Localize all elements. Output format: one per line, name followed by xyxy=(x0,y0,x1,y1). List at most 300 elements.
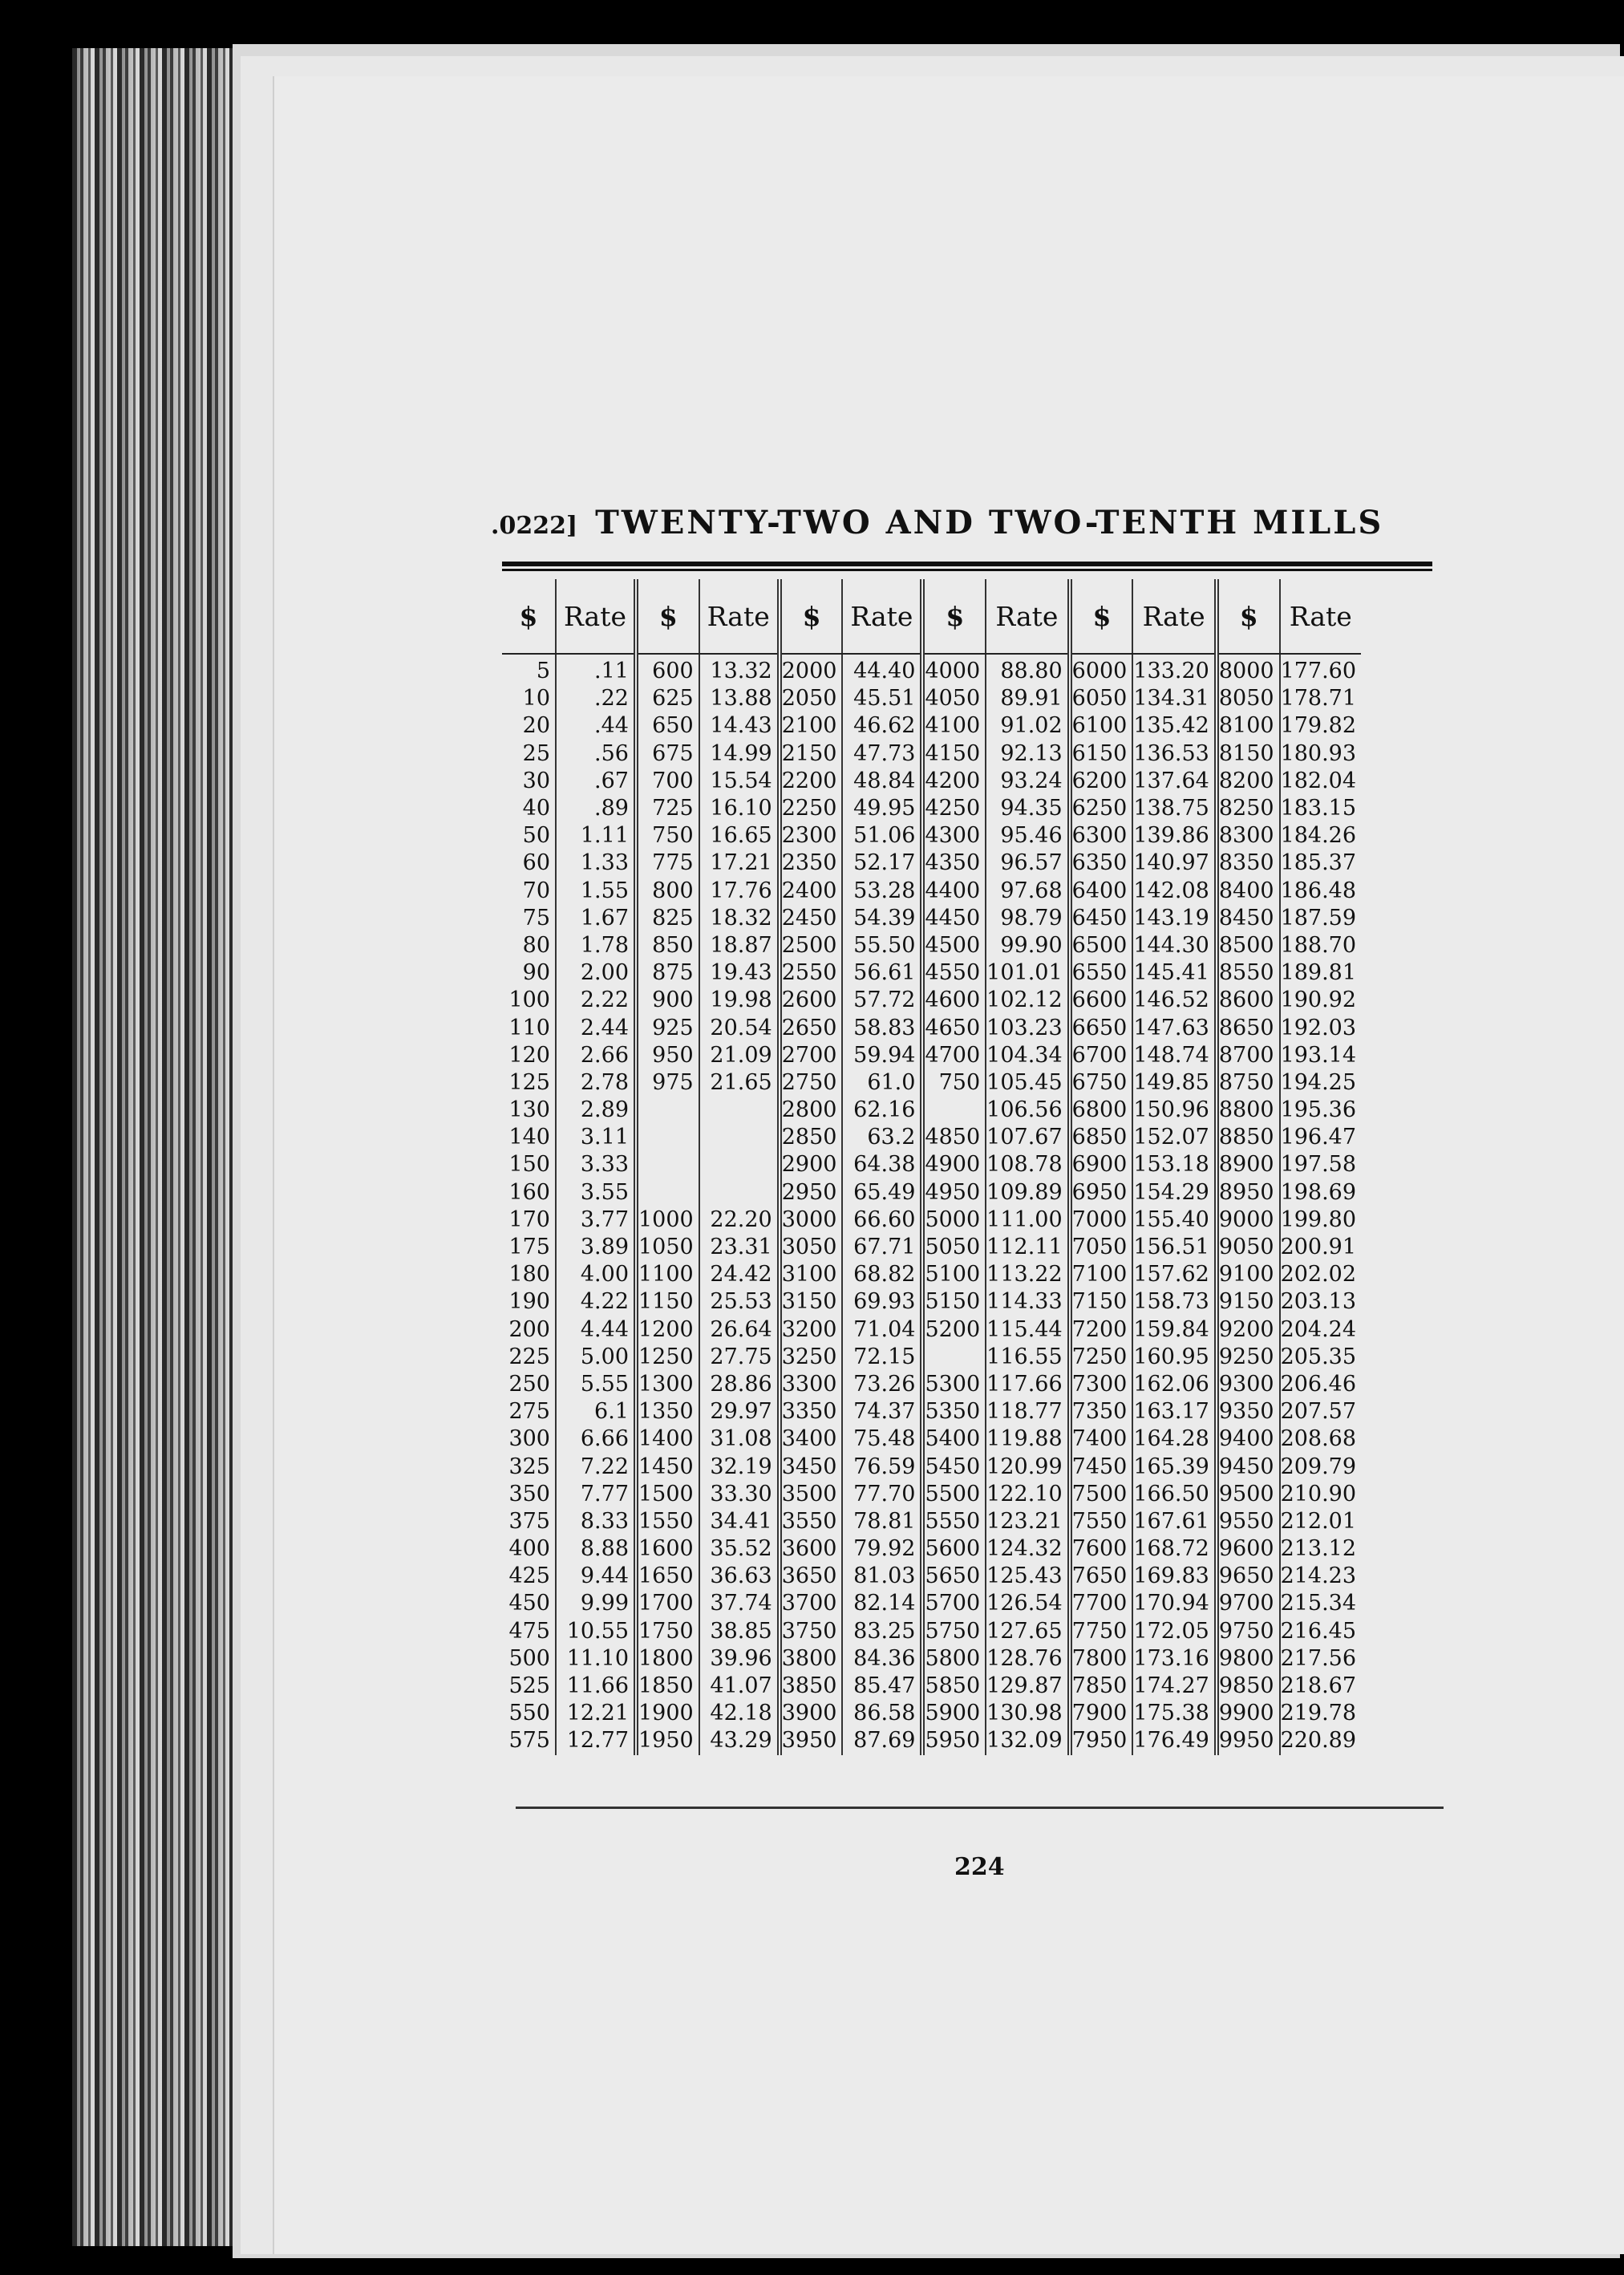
rate-cell: 75.48 xyxy=(842,1425,922,1453)
rate-cell: 44.40 xyxy=(842,654,922,685)
amount-cell: 5600 xyxy=(922,1535,986,1563)
amount-cell: 6450 xyxy=(1070,905,1133,932)
table-row xyxy=(502,740,1361,768)
rate-cell: 180.93 xyxy=(1280,740,1357,766)
amount-cell: 3650 xyxy=(780,1563,843,1590)
amount-cell: 9450 xyxy=(1217,1453,1280,1480)
rate-cell: 153.18 xyxy=(1132,1151,1216,1178)
rate-cell: 37.74 xyxy=(699,1590,780,1617)
amount-cell: 2900 xyxy=(780,1151,843,1178)
rate-cell: 219.78 xyxy=(1280,1701,1357,1726)
amount-cell: 6950 xyxy=(1070,1179,1133,1206)
amount-cell: 1850 xyxy=(636,1673,699,1700)
rate-cell: .11 xyxy=(556,654,636,685)
amount-cell: 5500 xyxy=(922,1481,986,1508)
amount-cell xyxy=(922,1344,986,1371)
amount-cell: 625 xyxy=(636,685,699,712)
rate-cell: 112.11 xyxy=(986,1234,1069,1261)
amount-cell: 1950 xyxy=(636,1727,699,1754)
rate-cell: 179.82 xyxy=(1280,713,1357,739)
table-row xyxy=(502,1069,1361,1097)
rate-cell: 23.31 xyxy=(699,1234,780,1261)
amount-cell: 8750 xyxy=(1217,1069,1280,1097)
amount-cell: 7800 xyxy=(1070,1645,1133,1673)
amount-cell: 5650 xyxy=(922,1563,986,1590)
rate-cell: 166.50 xyxy=(1132,1481,1216,1508)
amount-cell: 3350 xyxy=(780,1398,843,1425)
amount-cell: 7100 xyxy=(1070,1261,1133,1288)
rate-cell: 3.77 xyxy=(556,1206,636,1234)
rate-cell: 150.96 xyxy=(1132,1097,1216,1124)
amount-cell: 6350 xyxy=(1070,850,1133,877)
table-row xyxy=(502,932,1361,959)
rate-cell: 136.53 xyxy=(1132,740,1216,768)
amount-cell: 225 xyxy=(502,1344,556,1371)
rate-cell: 202.02 xyxy=(1280,1262,1357,1288)
rate-cell: 3.55 xyxy=(556,1179,636,1206)
rate-cell: 220.89 xyxy=(1280,1728,1357,1754)
column-header: $ xyxy=(780,579,843,654)
amount-cell: 40 xyxy=(502,795,556,822)
amount-cell: 3050 xyxy=(780,1234,843,1261)
rate-cell: 13.32 xyxy=(699,654,780,685)
amount-cell: 9250 xyxy=(1217,1344,1280,1371)
table-row xyxy=(502,850,1361,877)
rate-cell: 173.16 xyxy=(1132,1645,1216,1673)
rate-cell: 205.35 xyxy=(1280,1344,1357,1369)
amount-cell: 450 xyxy=(502,1590,556,1617)
rate-cell: 79.92 xyxy=(842,1535,922,1563)
amount-cell xyxy=(636,1124,699,1151)
rate-cell: 4.22 xyxy=(556,1288,636,1316)
rate-cell: 115.44 xyxy=(986,1316,1069,1344)
amount-cell: 5700 xyxy=(922,1590,986,1617)
rate-cell: 163.17 xyxy=(1132,1398,1216,1425)
amount-cell: 1500 xyxy=(636,1481,699,1508)
rate-cell: 52.17 xyxy=(842,850,922,877)
rate-cell: 104.34 xyxy=(986,1042,1069,1069)
amount-cell: 150 xyxy=(502,1151,556,1178)
amount-cell: 7950 xyxy=(1070,1727,1133,1754)
amount-cell: 7050 xyxy=(1070,1234,1133,1261)
amount-cell: 550 xyxy=(502,1700,556,1727)
amount-cell xyxy=(922,1097,986,1124)
amount-cell: 2350 xyxy=(780,850,843,877)
rate-cell: 5.00 xyxy=(556,1344,636,1371)
amount-cell: 4650 xyxy=(922,1014,986,1041)
rate-cell: 3.89 xyxy=(556,1234,636,1261)
amount-cell: 4850 xyxy=(922,1124,986,1151)
amount-cell: 3000 xyxy=(780,1206,843,1234)
amount-cell: 8800 xyxy=(1217,1097,1280,1124)
table-row xyxy=(502,712,1361,740)
amount-cell: 190 xyxy=(502,1288,556,1316)
rate-cell: 14.43 xyxy=(699,712,780,740)
amount-cell: 8600 xyxy=(1217,987,1280,1014)
rate-cell: 36.63 xyxy=(699,1563,780,1590)
rate-cell: 129.87 xyxy=(986,1673,1069,1700)
rate-cell: 85.47 xyxy=(842,1673,922,1700)
rate-cell: 2.22 xyxy=(556,987,636,1014)
amount-cell: 4350 xyxy=(922,850,986,877)
amount-cell: 8900 xyxy=(1217,1151,1280,1178)
rate-cell: 58.83 xyxy=(842,1014,922,1041)
amount-cell: 9850 xyxy=(1217,1673,1280,1700)
rate-cell: 26.64 xyxy=(699,1316,780,1344)
amount-cell: 90 xyxy=(502,959,556,987)
rate-cell: 118.77 xyxy=(986,1398,1069,1425)
rate-cell: 206.46 xyxy=(1280,1371,1357,1397)
amount-cell: 5450 xyxy=(922,1453,986,1480)
table-row xyxy=(502,1014,1361,1041)
amount-cell: 1450 xyxy=(636,1453,699,1480)
table-row xyxy=(502,654,1361,685)
rate-cell: 159.84 xyxy=(1132,1316,1216,1344)
rate-cell: 46.62 xyxy=(842,712,922,740)
rate-cell: 42.18 xyxy=(699,1700,780,1727)
amount-cell: 2550 xyxy=(780,959,843,987)
rate-cell: 64.38 xyxy=(842,1151,922,1178)
table-row xyxy=(502,1481,1361,1508)
amount-cell: 60 xyxy=(502,850,556,877)
rate-cell: 105.45 xyxy=(986,1069,1069,1097)
amount-cell: 2050 xyxy=(780,685,843,712)
amount-cell: 700 xyxy=(636,768,699,795)
rate-cell: 155.40 xyxy=(1132,1206,1216,1234)
rate-cell: 55.50 xyxy=(842,932,922,959)
amount-cell: 8850 xyxy=(1217,1124,1280,1151)
amount-cell: 1150 xyxy=(636,1288,699,1316)
rate-cell: 122.10 xyxy=(986,1481,1069,1508)
column-header: Rate xyxy=(1280,579,1361,654)
page-title: TWENTY-TWO AND TWO-TENTH MILLS xyxy=(595,504,1384,541)
amount-cell: 4100 xyxy=(922,712,986,740)
rate-cell: .67 xyxy=(556,768,636,795)
rate-cell: 21.65 xyxy=(699,1069,780,1097)
rate-cell: 88.80 xyxy=(986,654,1069,685)
rate-cell: 2.00 xyxy=(556,959,636,987)
rate-cell: 154.29 xyxy=(1132,1179,1216,1206)
table-row xyxy=(502,1590,1361,1617)
amount-cell: 5000 xyxy=(922,1206,986,1234)
rate-cell xyxy=(699,1151,780,1178)
book-page-edges xyxy=(72,48,245,2246)
amount-cell: 6200 xyxy=(1070,768,1133,795)
rate-cell: 146.52 xyxy=(1132,987,1216,1014)
rate-cell: 138.75 xyxy=(1132,795,1216,822)
amount-cell: 3450 xyxy=(780,1453,843,1480)
amount-cell: 3150 xyxy=(780,1288,843,1316)
rate-cell: 158.73 xyxy=(1132,1288,1216,1316)
table-row xyxy=(502,795,1361,822)
amount-cell: 6650 xyxy=(1070,1014,1133,1041)
amount-cell: 6800 xyxy=(1070,1097,1133,1124)
rate-cell: 200.91 xyxy=(1280,1235,1357,1260)
rate-cell: 162.06 xyxy=(1132,1371,1216,1398)
rate-cell xyxy=(699,1124,780,1151)
rate-cell: 137.64 xyxy=(1132,768,1216,795)
amount-cell: 6250 xyxy=(1070,795,1133,822)
rate-cell: 2.89 xyxy=(556,1097,636,1124)
amount-cell: 130 xyxy=(502,1097,556,1124)
amount-cell: 80 xyxy=(502,932,556,959)
amount-cell: 925 xyxy=(636,1014,699,1041)
amount-cell: 1000 xyxy=(636,1206,699,1234)
amount-cell: 725 xyxy=(636,795,699,822)
table-row xyxy=(502,1097,1361,1124)
amount-cell: 7500 xyxy=(1070,1481,1133,1508)
amount-cell: 1700 xyxy=(636,1590,699,1617)
rate-cell: 1.11 xyxy=(556,822,636,850)
amount-cell: 2750 xyxy=(780,1069,843,1097)
rate-cell: 190.92 xyxy=(1280,987,1357,1013)
table-header-row xyxy=(502,579,1361,654)
amount-cell: 20 xyxy=(502,712,556,740)
rate-cell: 126.54 xyxy=(986,1590,1069,1617)
table-row xyxy=(502,905,1361,932)
amount-cell: 8350 xyxy=(1217,850,1280,877)
amount-cell: 120 xyxy=(502,1042,556,1069)
rate-cell: 185.37 xyxy=(1280,850,1357,876)
amount-cell: 9600 xyxy=(1217,1535,1280,1563)
amount-cell: 70 xyxy=(502,878,556,905)
rate-cell: 108.78 xyxy=(986,1151,1069,1178)
rate-cell: 116.55 xyxy=(986,1344,1069,1371)
amount-cell: 6000 xyxy=(1070,654,1133,685)
amount-cell: 4450 xyxy=(922,905,986,932)
rate-cell: 77.70 xyxy=(842,1481,922,1508)
amount-cell: 4050 xyxy=(922,685,986,712)
rate-cell: 1.33 xyxy=(556,850,636,877)
page-number: 224 xyxy=(954,1853,1005,1881)
amount-cell: 4600 xyxy=(922,987,986,1014)
amount-cell: 7300 xyxy=(1070,1371,1133,1398)
amount-cell: 6100 xyxy=(1070,712,1133,740)
rate-cell: 111.00 xyxy=(986,1206,1069,1234)
rate-cell: 93.24 xyxy=(986,768,1069,795)
column-header: Rate xyxy=(986,579,1069,654)
amount-cell: 8300 xyxy=(1217,822,1280,850)
rate-cell: 57.72 xyxy=(842,987,922,1014)
amount-cell: 1750 xyxy=(636,1618,699,1645)
amount-cell: 3500 xyxy=(780,1481,843,1508)
amount-cell: 3100 xyxy=(780,1261,843,1288)
amount-cell: 2150 xyxy=(780,740,843,768)
amount-cell: 4250 xyxy=(922,795,986,822)
rate-cell: 119.88 xyxy=(986,1425,1069,1453)
rate-cell: 68.82 xyxy=(842,1261,922,1288)
amount-cell: 2000 xyxy=(780,654,843,685)
amount-cell: 5800 xyxy=(922,1645,986,1673)
rate-cell: 63.2 xyxy=(842,1124,922,1151)
rate-cell: 25.53 xyxy=(699,1288,780,1316)
rate-cell: 199.80 xyxy=(1280,1206,1357,1232)
rate-cell: 120.99 xyxy=(986,1453,1069,1480)
table-row xyxy=(502,768,1361,795)
amount-cell: 9000 xyxy=(1217,1206,1280,1234)
rate-cell: 152.07 xyxy=(1132,1124,1216,1151)
rate-cell: 20.54 xyxy=(699,1014,780,1041)
amount-cell: 5150 xyxy=(922,1288,986,1316)
table-row xyxy=(502,987,1361,1014)
rate-cell: 207.57 xyxy=(1280,1399,1357,1425)
rate-cell: 106.56 xyxy=(986,1097,1069,1124)
rate-table-container xyxy=(502,579,1448,1755)
table-row xyxy=(502,1563,1361,1590)
amount-cell: 825 xyxy=(636,905,699,932)
rate-cell: 186.48 xyxy=(1280,878,1357,903)
amount-cell: 350 xyxy=(502,1481,556,1508)
rate-cell: 43.29 xyxy=(699,1727,780,1754)
amount-cell: 3800 xyxy=(780,1645,843,1673)
rate-cell: 128.76 xyxy=(986,1645,1069,1673)
rate-cell: 117.66 xyxy=(986,1371,1069,1398)
table-row xyxy=(502,1234,1361,1261)
rate-cell: 107.67 xyxy=(986,1124,1069,1151)
rate-cell: 16.65 xyxy=(699,822,780,850)
rate-cell: 148.74 xyxy=(1132,1042,1216,1069)
amount-cell: 6550 xyxy=(1070,959,1133,987)
amount-cell: 8400 xyxy=(1217,878,1280,905)
amount-cell: 850 xyxy=(636,932,699,959)
amount-cell: 9950 xyxy=(1217,1727,1280,1754)
rate-cell: 41.07 xyxy=(699,1673,780,1700)
rate-cell: 76.59 xyxy=(842,1453,922,1480)
rate-cell: 94.35 xyxy=(986,795,1069,822)
rate-cell: 35.52 xyxy=(699,1535,780,1563)
amount-cell: 400 xyxy=(502,1535,556,1563)
amount-cell: 2250 xyxy=(780,795,843,822)
column-header: $ xyxy=(636,579,699,654)
table-row xyxy=(502,1508,1361,1535)
rate-cell: 143.19 xyxy=(1132,905,1216,932)
table-row xyxy=(502,1288,1361,1316)
rate-cell: 66.60 xyxy=(842,1206,922,1234)
rate-cell: 127.65 xyxy=(986,1618,1069,1645)
amount-cell: 3850 xyxy=(780,1673,843,1700)
header-rule xyxy=(502,562,1432,571)
rate-cell: 198.69 xyxy=(1280,1179,1357,1205)
amount-cell: 8950 xyxy=(1217,1179,1280,1206)
rate-cell: 103.23 xyxy=(986,1014,1069,1041)
rate-cell: 72.15 xyxy=(842,1344,922,1371)
table-row xyxy=(502,1316,1361,1344)
rate-cell: 53.28 xyxy=(842,878,922,905)
table-row xyxy=(502,1645,1361,1673)
rate-cell: 188.70 xyxy=(1280,932,1357,958)
amount-cell: 100 xyxy=(502,987,556,1014)
amount-cell: 8000 xyxy=(1217,654,1280,685)
amount-cell: 160 xyxy=(502,1179,556,1206)
amount-cell: 7550 xyxy=(1070,1508,1133,1535)
rate-cell: 218.67 xyxy=(1280,1673,1357,1699)
table-row xyxy=(502,1179,1361,1206)
amount-cell: 4400 xyxy=(922,878,986,905)
rate-cell: 177.60 xyxy=(1280,659,1357,684)
rate-cell: 97.68 xyxy=(986,878,1069,905)
amount-cell: 6850 xyxy=(1070,1124,1133,1151)
amount-cell: 525 xyxy=(502,1673,556,1700)
rate-cell: 39.96 xyxy=(699,1645,780,1673)
amount-cell: 3900 xyxy=(780,1700,843,1727)
rate-cell: 61.0 xyxy=(842,1069,922,1097)
amount-cell: 5550 xyxy=(922,1508,986,1535)
amount-cell: 200 xyxy=(502,1316,556,1344)
table-row xyxy=(502,1673,1361,1700)
amount-cell: 6900 xyxy=(1070,1151,1133,1178)
rate-cell: 11.66 xyxy=(556,1673,636,1700)
rate-cell: 6.1 xyxy=(556,1398,636,1425)
amount-cell: 75 xyxy=(502,905,556,932)
amount-cell: 750 xyxy=(636,822,699,850)
rate-cell: 27.75 xyxy=(699,1344,780,1371)
amount-cell: 3300 xyxy=(780,1371,843,1398)
rate-cell: 33.30 xyxy=(699,1481,780,1508)
rate-cell: 91.02 xyxy=(986,712,1069,740)
amount-cell: 800 xyxy=(636,878,699,905)
rate-cell: 208.68 xyxy=(1280,1426,1357,1452)
table-row xyxy=(502,1344,1361,1371)
rate-cell: 174.27 xyxy=(1132,1673,1216,1700)
table-row xyxy=(502,1124,1361,1151)
rate-cell: 10.55 xyxy=(556,1618,636,1645)
amount-cell: 7350 xyxy=(1070,1398,1133,1425)
amount-cell: 7650 xyxy=(1070,1563,1133,1590)
amount-cell: 9200 xyxy=(1217,1316,1280,1344)
amount-cell: 9150 xyxy=(1217,1288,1280,1316)
rate-cell: 140.97 xyxy=(1132,850,1216,877)
rate-cell: 4.44 xyxy=(556,1316,636,1344)
rate-cell: 45.51 xyxy=(842,685,922,712)
amount-cell: 6600 xyxy=(1070,987,1133,1014)
rate-cell: .56 xyxy=(556,740,636,768)
rate-cell: 197.58 xyxy=(1280,1152,1357,1178)
column-header: $ xyxy=(922,579,986,654)
rate-cell: 2.66 xyxy=(556,1042,636,1069)
rate-cell: 204.24 xyxy=(1280,1316,1357,1342)
rate-cell: 132.09 xyxy=(986,1727,1069,1754)
amount-cell: 5050 xyxy=(922,1234,986,1261)
rate-cell: 38.85 xyxy=(699,1618,780,1645)
amount-cell: 2450 xyxy=(780,905,843,932)
rate-cell: 101.01 xyxy=(986,959,1069,987)
amount-cell: 975 xyxy=(636,1069,699,1097)
rate-cell: 142.08 xyxy=(1132,878,1216,905)
amount-cell: 8050 xyxy=(1217,685,1280,712)
rate-cell: 3.11 xyxy=(556,1124,636,1151)
rate-cell: 210.90 xyxy=(1280,1481,1357,1507)
amount-cell: 250 xyxy=(502,1371,556,1398)
rate-cell: 164.28 xyxy=(1132,1425,1216,1453)
column-header: Rate xyxy=(699,579,780,654)
rate-cell: 15.54 xyxy=(699,768,780,795)
rate-cell: 1.67 xyxy=(556,905,636,932)
rate-cell: 203.13 xyxy=(1280,1289,1357,1315)
amount-cell: 6300 xyxy=(1070,822,1133,850)
table-row xyxy=(502,822,1361,850)
amount-cell: 2850 xyxy=(780,1124,843,1151)
rate-cell: .44 xyxy=(556,712,636,740)
amount-cell: 3200 xyxy=(780,1316,843,1344)
rate-cell: 1.55 xyxy=(556,878,636,905)
amount-cell: 4200 xyxy=(922,768,986,795)
rate-cell: 16.10 xyxy=(699,795,780,822)
amount-cell: 475 xyxy=(502,1618,556,1645)
amount-cell: 1100 xyxy=(636,1261,699,1288)
amount-cell: 5350 xyxy=(922,1398,986,1425)
table-row xyxy=(502,878,1361,905)
rate-cell: 65.49 xyxy=(842,1179,922,1206)
